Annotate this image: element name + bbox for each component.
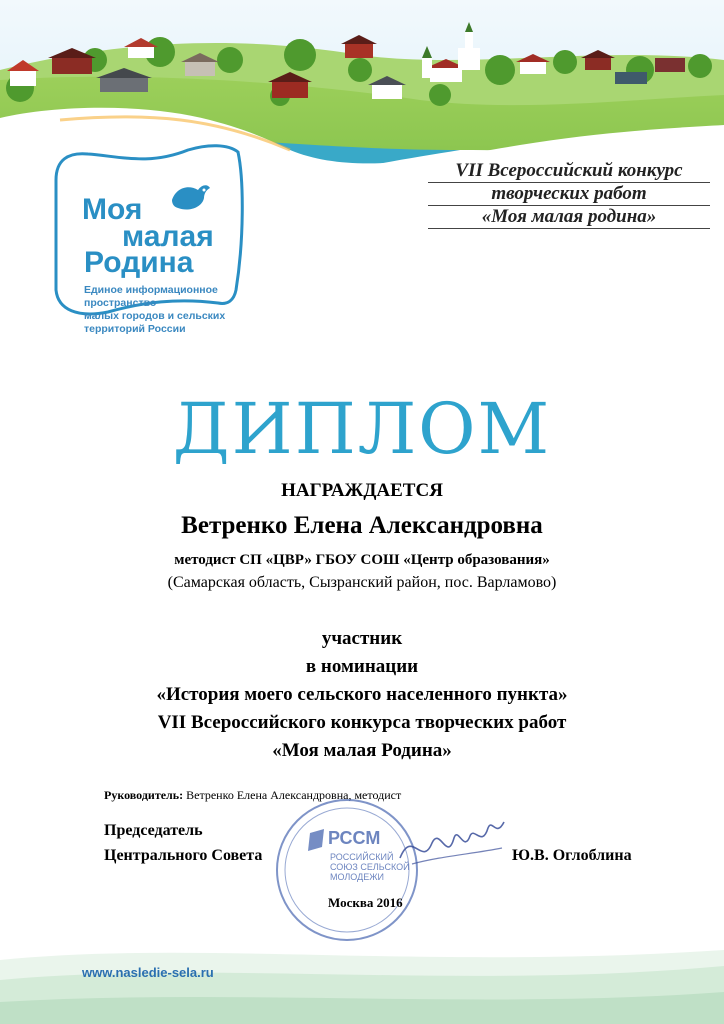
contest-line1: VII Всероссийский конкурс (455, 160, 683, 181)
contest-full-name: VII Всероссийского конкурса творческих работ (157, 712, 567, 733)
supervisor-label: Руководитель: (104, 788, 184, 802)
participant-role: участник (321, 628, 403, 649)
nomination-prefix: в номинации (305, 656, 419, 677)
divider (428, 228, 710, 229)
recipient-location: (Самарская область, Сызранский район, пос. Варламово) (167, 574, 557, 591)
logo-subtitle-line: малых городов и сельских (84, 310, 226, 322)
stamp-line: СОЮЗ СЕЛЬСКОЙ (330, 862, 410, 872)
logo-subtitle-line: территорий России (84, 323, 186, 335)
chair-title-line1: Председатель (104, 822, 203, 839)
logo-title-line1: Моя (82, 193, 143, 226)
footer-wave (0, 940, 724, 1024)
logo-title-line3: Родина (84, 246, 194, 279)
footer-website-link[interactable]: www.nasledie-sela.ru (82, 965, 214, 980)
contest-line3: «Моя малая родина» (481, 206, 657, 227)
recipient-position: методист СП «ЦВР» ГБОУ СОШ «Центр образования» (174, 552, 550, 568)
logo-subtitle-line: пространство (84, 297, 157, 309)
contest-short-name: «Моя малая Родина» (272, 740, 452, 761)
contest-line2: творческих работ (491, 183, 647, 204)
nomination-title: «История моего сельского населенного пункта» (156, 684, 568, 705)
awarded-label: НАГРАЖДАЕТСЯ (281, 480, 443, 501)
logo-subtitle-line: Единое информационное (84, 284, 218, 296)
logo-subtitle (84, 284, 264, 336)
diploma-title: ДИПЛОМ (172, 388, 552, 470)
supervisor-value: Ветренко Елена Александровна, методист (186, 788, 402, 802)
logo-title-line2: малая (122, 220, 214, 253)
stamp-org-short: РССМ (328, 828, 381, 848)
contest-heading (428, 160, 710, 229)
city-year: Москва 2016 (328, 895, 403, 910)
recipient-name: Ветренко Елена Александровна (181, 512, 543, 539)
stamp-line: МОЛОДЕЖИ (330, 872, 384, 882)
handwritten-signature (392, 808, 512, 878)
bird-icon (168, 180, 212, 214)
stamp-line: РОССИЙСКИЙ (330, 852, 394, 862)
chair-title-line2: Центрального Совета (104, 847, 263, 864)
chair-name: Ю.В. Оглоблина (512, 847, 632, 864)
